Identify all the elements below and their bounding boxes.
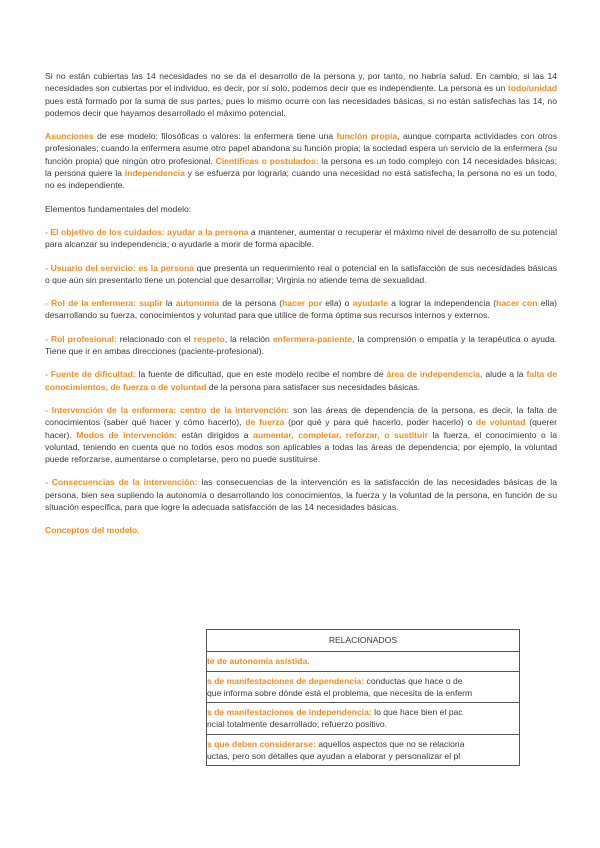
highlight: falta de conocimientos, de fuerza o de voluntad [45, 369, 557, 392]
paragraph-intervencion [45, 404, 557, 465]
highlight: autonomía [175, 298, 220, 309]
highlight: independencia [124, 168, 185, 179]
text: alude a la [482, 369, 527, 380]
highlight: ayudarle [352, 298, 388, 309]
highlight: todo/unidad [507, 83, 557, 94]
text: están dirigidos a [177, 429, 254, 440]
text: , la relación [224, 333, 273, 344]
highlight: - Usuario del servicio: es la persona [45, 262, 195, 273]
paragraph-1 [45, 70, 557, 119]
text: aquellos aspectos que no se relaciona [315, 738, 465, 749]
paragraph-usuario [45, 262, 557, 287]
text: la persona es un todo complejo con 14 necesidades básicas; la persona quiere la [45, 155, 557, 179]
text: las consecuencias de la intervención es la satisfacción de las necesidades básicas de la persona, bien sea supliendo la autonomía o desarrollando los conocimientos, la fuerza y la voluntad de la persona, en función de su situación específica, para que logre la adecuada satisfacción de las 14 necesidades básicas. [45, 477, 557, 513]
text: que presenta un requerimiento real o potencial en la satisfacción de sus necesidades básicas o que aún sin presentarlo tiene un potencial que desarrollar; Virginia no atiende tema de sexualidad. [45, 262, 558, 285]
text: uctas, pero son detalles que ayudan a elaborar y personalizar el pl [207, 751, 461, 762]
highlight: - Consecuencias de la intervención: [45, 477, 198, 488]
highlight: Asunciones [45, 131, 94, 142]
highlight: s de manifestaciones de dependencia: [207, 675, 365, 686]
highlight: - Rol de la enfermera: suplir [45, 298, 163, 309]
highlight: respeto [193, 333, 225, 344]
text: de la persona para satisfacer sus necesidades básicas. [206, 381, 420, 392]
table-row [207, 652, 519, 671]
highlight: área de independencia, [386, 369, 483, 380]
text: , la comprensión o empatía y la terapéutica o ayuda. Tiene que ir en ambas direcciones (paciente-profesional). [45, 333, 558, 357]
highlight: de voluntad [475, 417, 526, 428]
highlight: s de manifestaciones de independencia: [207, 707, 372, 718]
highlight: te de autonomía asistida. [207, 656, 310, 667]
highlight: de fuerza [245, 417, 285, 428]
text: que informa sobre dónde está el problema, que necesita de la enferm [207, 687, 473, 698]
section-heading: Conceptos del modelo. [45, 525, 140, 536]
text: pues está formado por la suma de sus partes, pues lo mismo ocurre con las necesidades básicas, si no están satisfechas las 14, no podemos decir que hayamos desarrollado el máximo potencial. [45, 95, 557, 118]
highlight: - Intervención de la enfermera: centro de la intervención: [45, 404, 290, 415]
table-row [207, 672, 519, 704]
highlight: hacer por [282, 298, 323, 309]
text: son las áreas de dependencia de la persona, es decir, la falta de conocimientos (saber qué hacer y cómo hacerlo), [45, 404, 557, 428]
highlight: - El objetivo de los cuidados: ayudar a la persona [45, 226, 249, 237]
text: conductas que hace o de [364, 675, 463, 686]
document-body [45, 70, 557, 548]
text: Si no están cubiertas las 14 necesidades no se da el desarrollo de la persona y, por tanto, no habría salud. En cambio, si las 14 necesidades son cubiertas por el individuo, es decir, por sí solo, podemos decir que es independiente. La persona es un [45, 71, 557, 94]
text: y se esfuerza por lograrla; cuando una necesidad no está satisfecha, la persona no es un todo, no es independiente. [45, 168, 557, 191]
text: de la persona ( [219, 298, 283, 309]
table-row [207, 735, 519, 767]
concepts-table [206, 629, 520, 766]
text: de ese modelo: filosóficas o valores: la enfermera tiene una [93, 131, 337, 142]
text: (querer hacer). [45, 417, 557, 440]
table-header: RELACIONADOS [207, 630, 519, 652]
highlight: - Fuente de dificultad: [45, 369, 136, 380]
highlight: hacer con [496, 298, 538, 309]
paragraph-elementos: Elementos fundamentales del modelo: [45, 203, 192, 214]
highlight: Científicas o postulados: [215, 155, 319, 166]
highlight: - Rol profesional: [45, 333, 117, 344]
text: la fuerza, el conocimiento o la voluntad, teniendo en cuenta que no todos esos modos son aplicables a todas las áreas de dependencia; por ejemplo, la voluntad puede reforzarse, aumentarse o completarse, pero no puede sustituirse. [45, 429, 557, 465]
text: la [162, 298, 176, 309]
text: , aunque comparta actividades con otros profesionales; cuando la enfermera asume otro papel abandona su función propia; la sociedad espera un servicio de la enfermera (su función propia) que ningún otro profesional. [45, 131, 557, 166]
highlight: s que deben considerarse: [207, 738, 316, 749]
text: relacionado con el [116, 333, 194, 344]
table-row [207, 703, 519, 735]
highlight: función propia [336, 131, 398, 142]
highlight: aumentar, completar, reforzar, o sustituir [253, 429, 428, 440]
text: ella) o [322, 298, 353, 309]
highlight: enfermera-paciente [272, 333, 353, 344]
text: a lograr la independencia ( [388, 298, 497, 309]
paragraph-asunciones [45, 130, 557, 191]
text: la fuente de dificultad, que en este modelo recibe el nombre de [135, 369, 387, 380]
paragraph-objetivo [45, 226, 557, 251]
highlight: Modos de intervención: [76, 429, 178, 440]
paragraph-consecuencias [45, 476, 557, 513]
text: a mantener, aumentar o recuperar el máximo nivel de desarrollo de su potencial para alcanzar su independencia; o ayudarle a morir de forma apacible. [45, 226, 557, 250]
text: ella) desarrollando su fuerza, conocimientos y voluntad para que utilice de forma óptima sus recursos internos y externos. [45, 298, 557, 321]
text: lo que hace bien el pac [371, 707, 463, 718]
paragraph-rol-enfermera [45, 297, 557, 322]
paragraph-rol-profesional [45, 333, 557, 358]
text: ncial totalmente desarrollado; refuerzo positivo. [207, 719, 388, 730]
text: (por qué y para qué hacerlo, poder hacerlo) o [284, 417, 476, 428]
paragraph-fuente [45, 368, 557, 393]
